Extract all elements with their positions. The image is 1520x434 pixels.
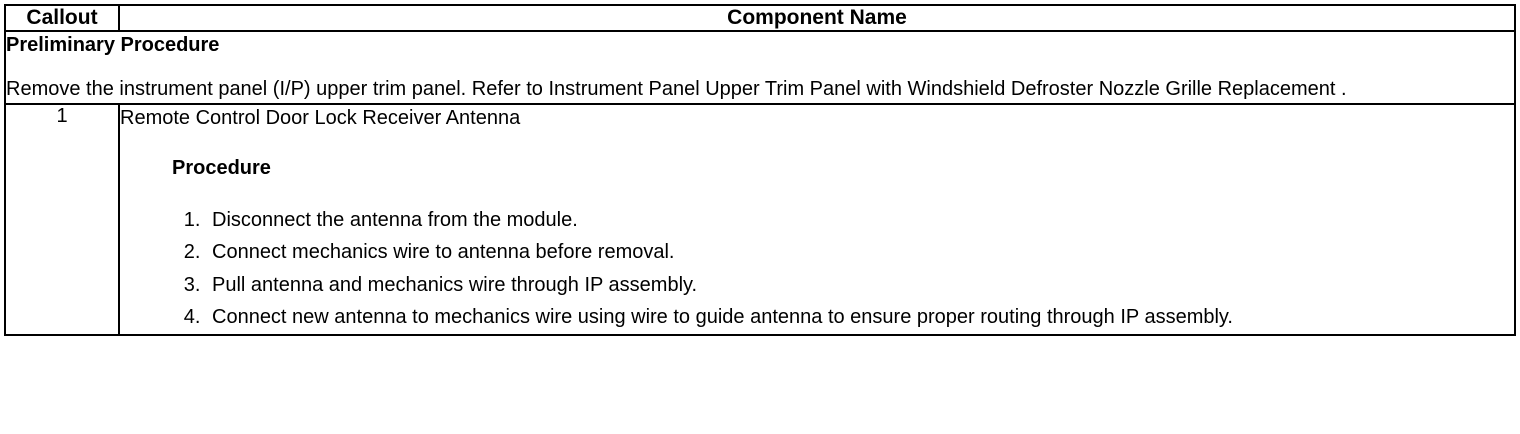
service-procedure-table bbox=[4, 4, 1516, 336]
column-header-callout: Callout bbox=[5, 5, 119, 31]
callout-number: 1 bbox=[5, 104, 119, 335]
preliminary-procedure-title: Preliminary Procedure bbox=[6, 34, 220, 56]
component-detail-cell bbox=[119, 104, 1515, 335]
component-name: Remote Control Door Lock Receiver Antenna bbox=[120, 107, 521, 129]
preliminary-procedure-row bbox=[5, 31, 1515, 104]
list-item: 2. Connect mechanics wire to antenna before removal. bbox=[206, 236, 1514, 268]
table-header-row bbox=[5, 5, 1515, 31]
list-item: 1. Disconnect the antenna from the module. bbox=[206, 204, 1514, 236]
procedure-step-list bbox=[120, 204, 1514, 334]
preliminary-procedure-text: Remove the instrument panel (I/P) upper trim panel. Refer to Instrument Panel Upper Trim Panel with Windshield Defroster Nozzle Grille Replacement . bbox=[6, 78, 1347, 100]
table-row bbox=[5, 104, 1515, 335]
procedure-heading: Procedure bbox=[172, 157, 271, 179]
preliminary-procedure-cell bbox=[5, 31, 1515, 104]
column-header-component-name: Component Name bbox=[119, 5, 1515, 31]
list-item: 3. Pull antenna and mechanics wire through IP assembly. bbox=[206, 269, 1514, 301]
list-item: 4. Connect new antenna to mechanics wire using wire to guide antenna to ensure proper routing through IP assembly. bbox=[206, 301, 1514, 333]
